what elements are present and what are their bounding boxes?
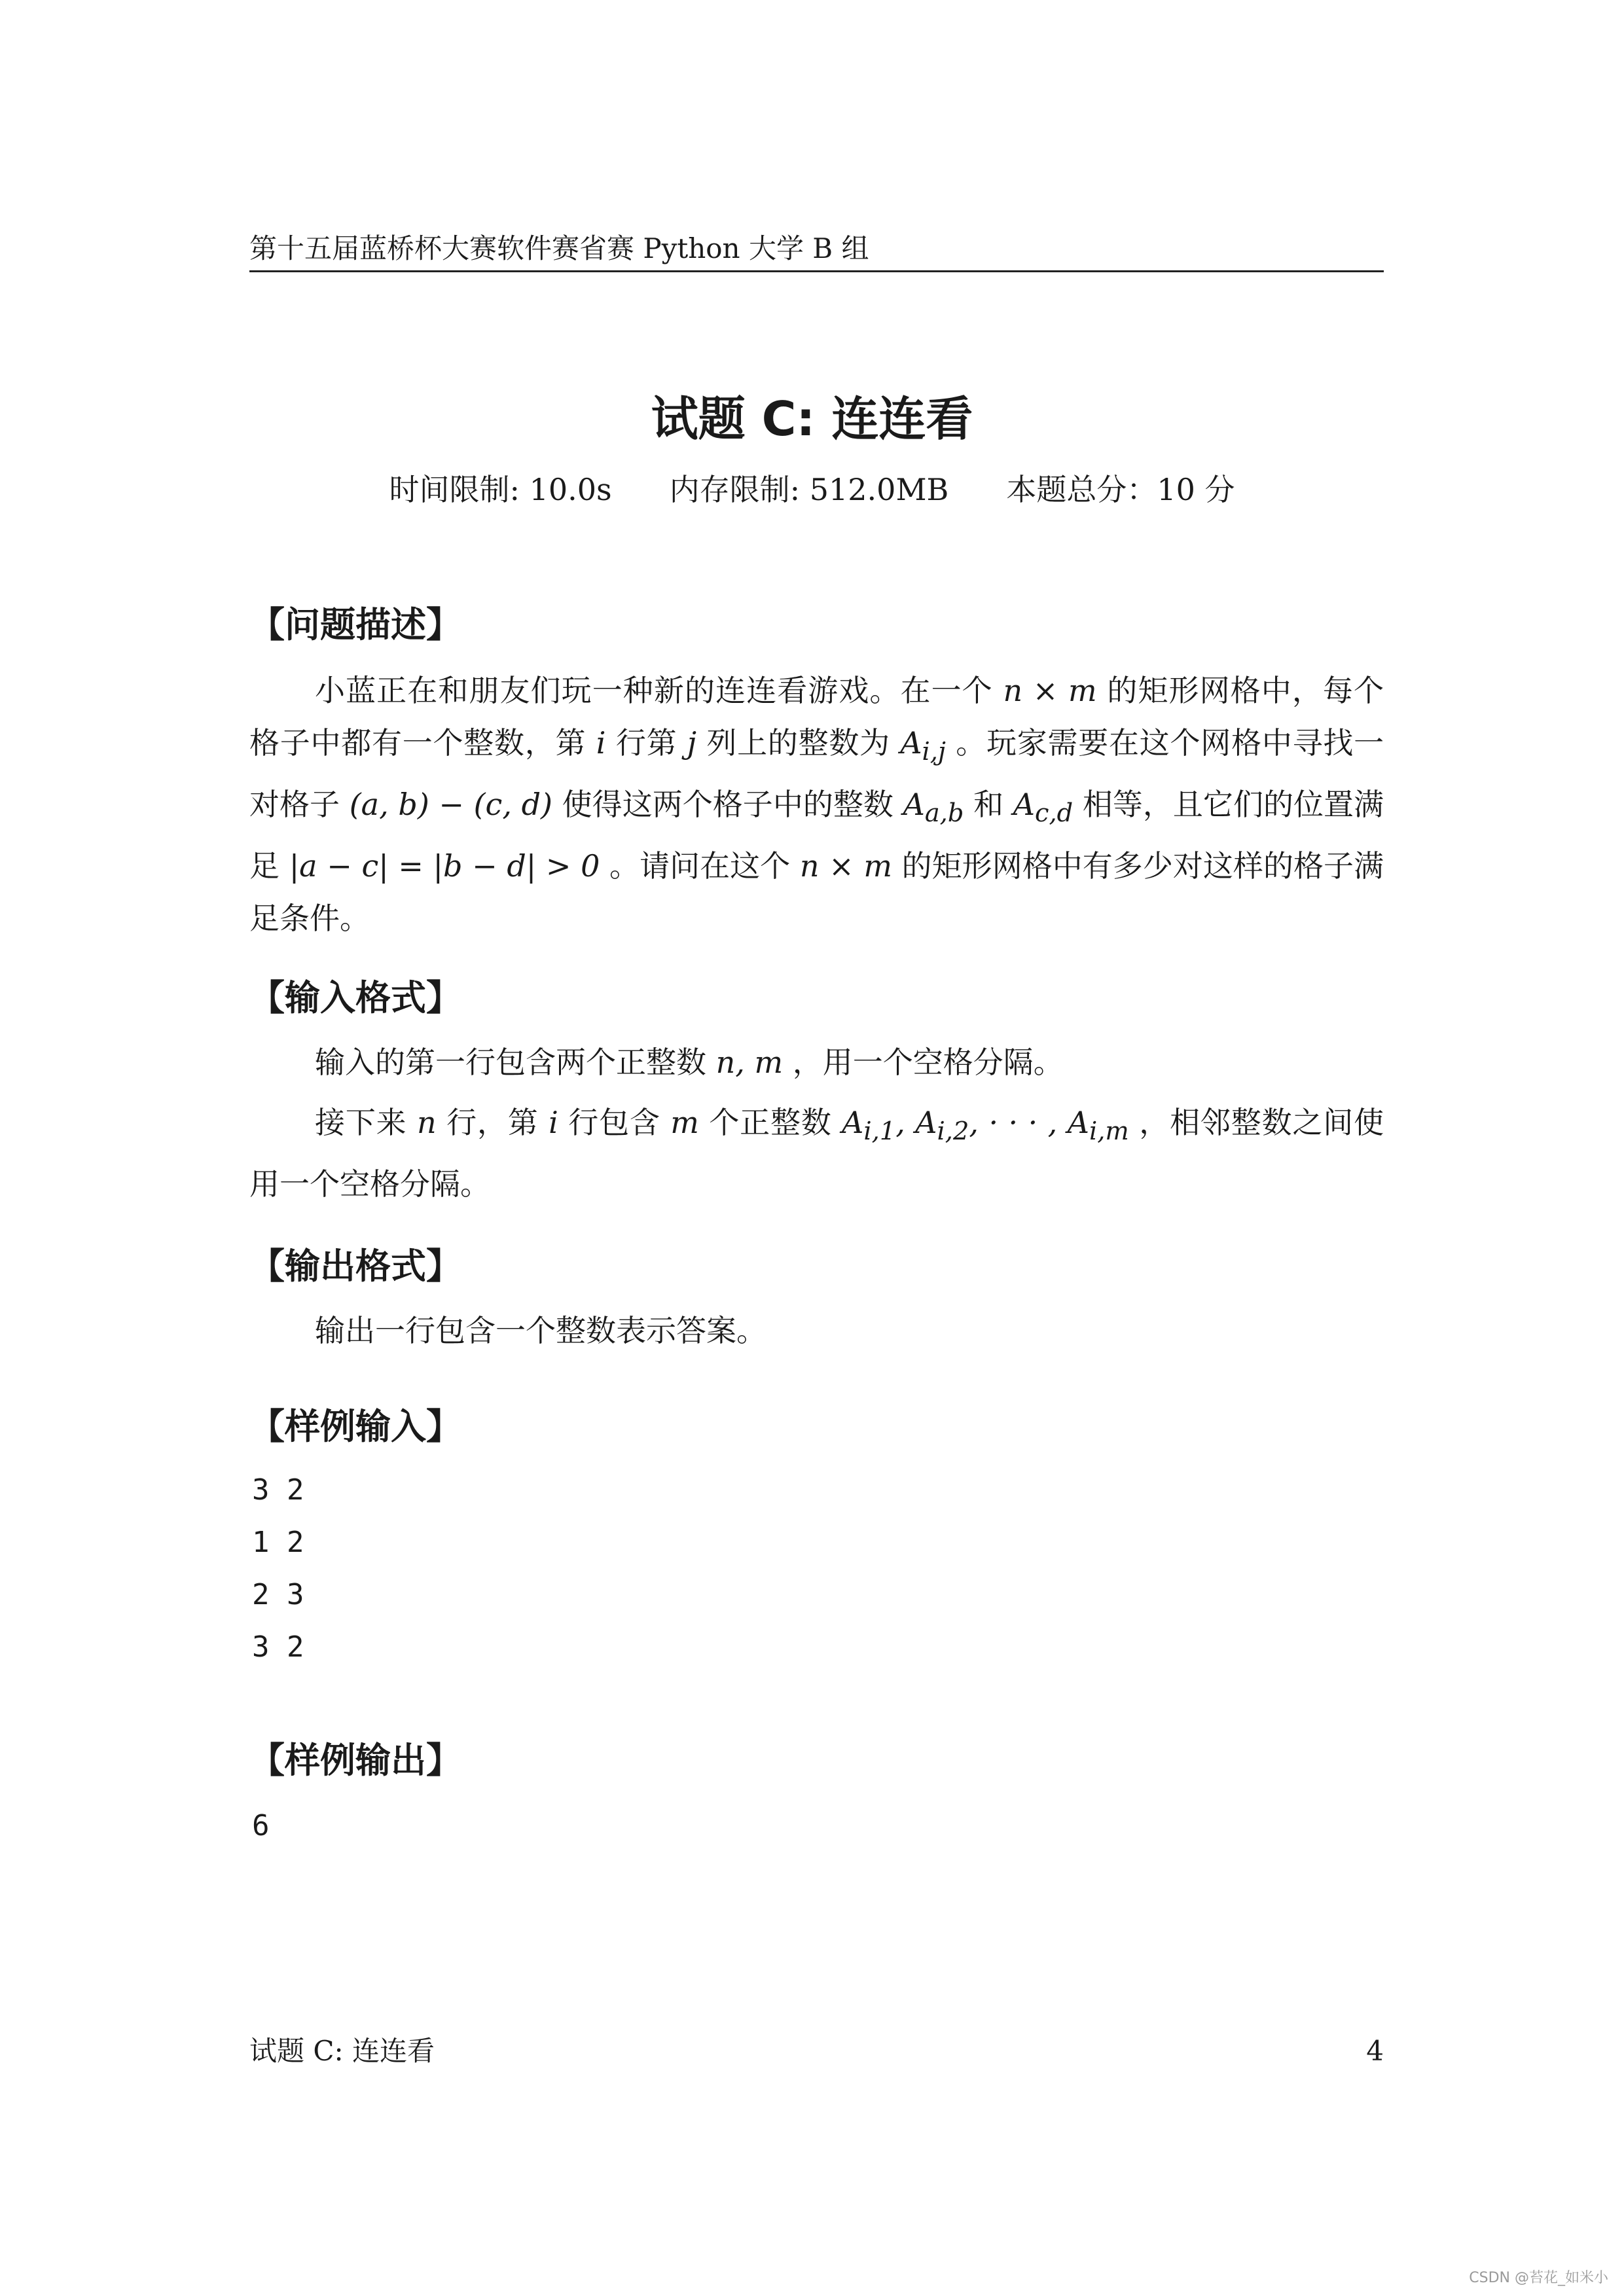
- desc-math-condition: |a − c| = |b − d| > 0: [289, 848, 600, 884]
- total-score: 本题总分：10 分: [1006, 472, 1235, 507]
- sample-input-line: 3 2: [252, 1630, 304, 1664]
- desc-text-2: 的矩形网格中，每个格子中都有一个整数，第: [249, 673, 1384, 761]
- input-format-heading: 【输入格式】: [249, 977, 461, 1018]
- desc-text-10: 的矩形网格中有多少对这样的格子满足条件。: [249, 848, 1384, 937]
- input-format-line-2: [249, 1096, 1384, 1210]
- desc-math-nxm: n × m: [1003, 673, 1097, 708]
- sample-input-heading: 【样例输入】: [249, 1406, 461, 1447]
- sample-input-line: 2 3: [252, 1578, 304, 1611]
- output-format-text: 输出一行包含一个整数表示答案。: [315, 1313, 767, 1348]
- desc-math-pair: (a, b) − (c, d): [349, 787, 552, 823]
- desc-math-Aij: $A_{i,j}$: [900, 725, 946, 767]
- in2-text-2: 行，第: [446, 1105, 539, 1140]
- desc-text-7: 和: [973, 787, 1004, 823]
- watermark: CSDN @苔花_如米小: [1469, 2270, 1608, 2286]
- page-footer: [249, 2032, 1384, 2071]
- desc-text-1: 小蓝正在和朋友们玩一种新的连连看游戏。在一个: [315, 673, 993, 708]
- in2-math-n: n: [416, 1105, 437, 1140]
- time-limit: 时间限制: 10.0s: [389, 472, 612, 507]
- description-text: [249, 664, 1384, 944]
- input-format-line-1: [249, 1036, 1384, 1088]
- page-number: 4: [1366, 2035, 1384, 2067]
- sample-input-line: 1 2: [252, 1526, 304, 1559]
- sample-input-block: [252, 1464, 304, 1674]
- in2-text-1: 接下来: [315, 1105, 407, 1140]
- in2-math-m: m: [670, 1105, 699, 1140]
- output-format-heading: 【输出格式】: [249, 1246, 461, 1287]
- sample-output-block: [252, 1800, 270, 1852]
- in1-text-1: 输入的第一行包含两个正整数: [315, 1045, 706, 1080]
- in2-math-sequence: $A_{i,1}$, $A_{i,2}$, · · · , $A_{i,m}$: [842, 1105, 1129, 1147]
- in2-text-3: 行包含: [568, 1105, 660, 1140]
- in1-math-nm: n, m: [715, 1045, 784, 1080]
- memory-limit: 内存限制: 512.0MB: [669, 472, 949, 507]
- desc-math-i: i: [596, 725, 606, 761]
- header-rule: [249, 270, 1384, 272]
- desc-math-j: j: [687, 725, 696, 761]
- desc-text-8: 相等，且它们的位置满足: [249, 787, 1384, 884]
- in2-math-i: i: [549, 1105, 558, 1140]
- desc-math-Acd: $A_{c,d}$: [1013, 787, 1074, 829]
- in2-text-5: ，相邻整数之间使用一个空格分隔。: [249, 1105, 1384, 1202]
- desc-text-3: 行第: [615, 725, 677, 761]
- footer-label: 试题 C: 连连看: [249, 2035, 435, 2067]
- sample-output-heading: 【样例输出】: [249, 1740, 461, 1781]
- running-header: 第十五届蓝桥杯大赛软件赛省赛 Python 大学 B 组: [249, 232, 869, 264]
- desc-text-9: 。请问在这个: [609, 848, 791, 884]
- description-heading: 【问题描述】: [249, 604, 461, 645]
- problem-limits: [0, 467, 1624, 512]
- sample-output-line: 6: [252, 1809, 270, 1842]
- sample-input-line: 3 2: [252, 1473, 304, 1507]
- desc-math-Aab: $A_{a,b}$: [903, 787, 964, 829]
- desc-text-5: 。玩家需要在这个网格中寻找一对格子: [249, 725, 1384, 823]
- problem-title: 试题 C: 连连看: [651, 391, 973, 446]
- desc-math-nxm-2: n × m: [799, 848, 892, 884]
- desc-text-4: 列上的整数为: [706, 725, 890, 761]
- in2-text-4: 个正整数: [709, 1105, 832, 1140]
- desc-text-6: 使得这两个格子中的整数: [562, 787, 893, 823]
- in1-text-2: ，用一个空格分隔。: [792, 1045, 1064, 1080]
